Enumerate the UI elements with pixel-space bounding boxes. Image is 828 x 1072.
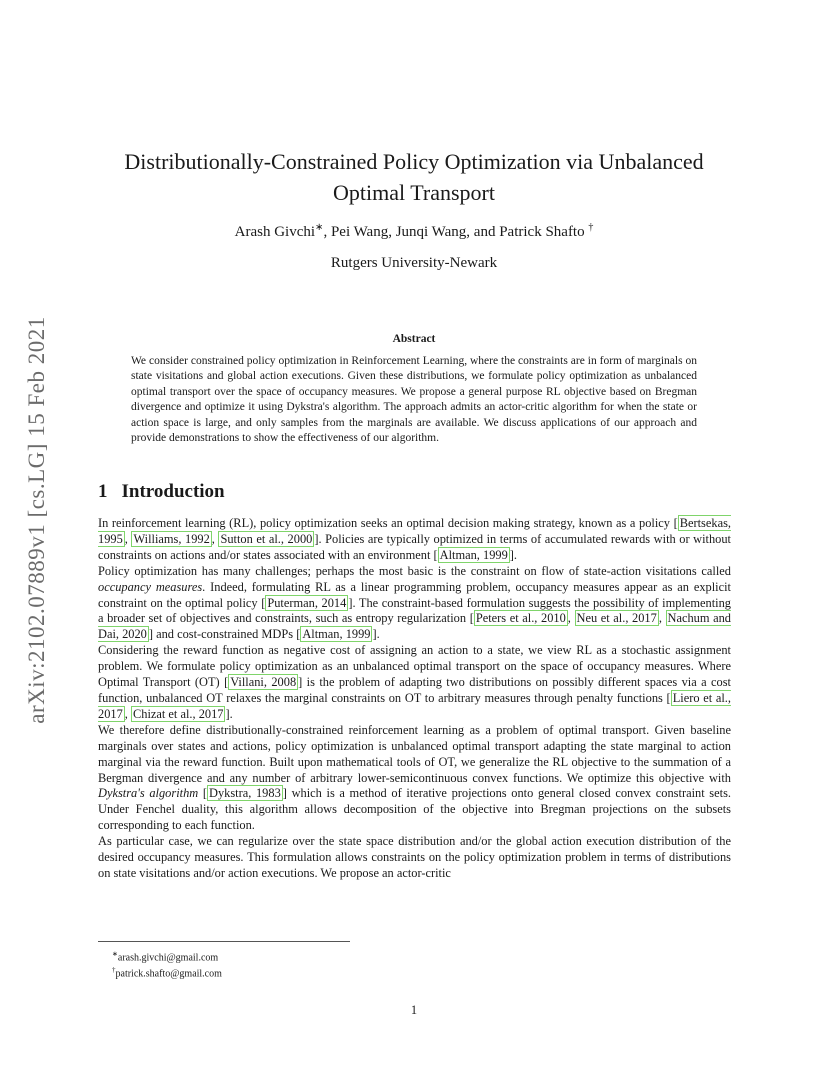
citation-link[interactable]: Nachum and Dai, 2020 xyxy=(98,611,732,642)
section-body xyxy=(98,516,731,882)
text-run: and cost-constrained MDPs xyxy=(153,627,297,642)
footnote-mark-1[interactable]: ∗ xyxy=(315,222,324,233)
section-number: 1 xyxy=(98,481,108,502)
section-title: Introduction xyxy=(121,481,225,502)
citation-link[interactable]: Dykstra, 1983 xyxy=(209,786,281,801)
footnote-2 xyxy=(112,964,222,980)
paragraph-5: As particular case, we can regularize over the state space distribution and/or the global action execution distribution of the desired occupancy measures. This formulation allows constraints on the policy optimization problem in terms of distributions on state visitations and/or action executions. We propose an actor-critic xyxy=(98,834,731,880)
paper-title xyxy=(90,146,738,208)
text-run: which is a method of iterative projections onto general closed convex constraint sets. Under Fenchel duality, this algorithm allows decomposition of the objective into Bregman projections on the subsets corresponding to each function. xyxy=(98,786,731,833)
page-number: 1 xyxy=(410,1003,418,1017)
text-run: Considering the reward function as negative cost of assigning an action to a state, we view RL as a stochastic assignment problem. We formulate policy optimization as an unbalanced optimal transport on the space of occupancy measures. Where Optimal Transport (OT) xyxy=(98,643,731,690)
affiliation: Rutgers University-Newark xyxy=(330,255,498,271)
footnotes xyxy=(112,948,222,981)
text-run: . The constraint-based formulation suggests the possibility of implementing a broader set of objectives and constraints, such as entropy regularization xyxy=(98,595,731,626)
emphasis-term: occupancy measures xyxy=(98,579,203,594)
citation-link[interactable]: Altman, 1999 xyxy=(302,627,371,642)
paragraph-3: Considering the reward function as negative cost of assigning an action to a state, we view RL as a stochastic assignment problem. We formulate policy optimization as an unbalanced optimal transport on the space of occupancy measures. Where Optimal Transport (OT) [ Villani, 2008 ] is the problem of adapting two distributions on possibly different spaces via a cost function, unbalanced OT relaxes the marginal constraints on OT to arbitrary measures through penalty functions [ Liero et al., 2017 , Chizat et al., 2017 ]. xyxy=(98,643,732,721)
citation-link[interactable]: Chizat et al., 2017 xyxy=(132,706,224,721)
abstract-text: We consider constrained policy optimization in Reinforcement Learning, where the constraints are in form of marginals on state visitations and global action executions. Given these distributions, we formulate policy optimization as unbalanced optimal transport over the space of occupancy measures. We propose a general purpose RL objective based on Bregman divergence and optimize it using Dykstra's algorithm. The approach admits an actor-critic algorithm for when the state or action space is large, and only samples from the marginals are available. We discuss applications of our approach and provide demonstrations to show the effectiveness of our algorithm. xyxy=(131,355,697,445)
footnote-email[interactable]: patrick.shafto@gmail.com xyxy=(115,968,222,980)
text-run: Policy optimization has many challenges; perhaps the most basic is the constraint on flow of state-action visitations called xyxy=(98,563,731,578)
arxiv-identifier: arXiv:2102.07889v1 [cs.LG] 15 Feb 2021 xyxy=(24,316,49,724)
citation-link[interactable]: Bertsekas, 1995 xyxy=(98,516,731,546)
title-line-1: Distributionally-Constrained Policy Optimization via Unbalanced xyxy=(124,149,704,174)
citation-link[interactable]: Liero et al., 2017 xyxy=(98,690,732,721)
author-list xyxy=(90,222,738,241)
footnote-marker: † xyxy=(112,966,116,975)
footnote-mark-2[interactable]: † xyxy=(588,222,594,233)
footnote-1 xyxy=(112,948,222,964)
citation-link[interactable]: Puterman, 2014 xyxy=(267,595,347,610)
citation-link[interactable]: Sutton et al., 2000 xyxy=(220,531,313,546)
emphasis-term: Dykstra's algorithm xyxy=(98,786,199,801)
footnote-divider xyxy=(98,941,350,942)
text-run: In reinforcement learning (RL), policy optimization seeks an optimal decision making strategy, known as a policy xyxy=(98,516,674,530)
section-heading xyxy=(98,481,225,503)
text-run: We therefore define distributionally-constrained reinforcement learning as a problem of optimal transport. Given baseline marginals over states and actions, policy optimization is unbalanced optimal transport adapting the state marginal to action marginal via the reward function. Built upon mathematical tools of OT, we generalize the RL objective to the summation of a Bergman divergence and any number of arbitrary lower-semicontinuous convex functions. We optimize this objective with xyxy=(98,722,731,785)
paragraph-1: In reinforcement learning (RL), policy optimization seeks an optimal decision making strategy, known as a policy [ Bertsekas, 1995 , Williams, 1992 , Sutton et al., 2000 ]. Policies are typically optimized in terms of accumulated rewards with or without constraints on actions and/or states associated with an environment [ Altman, 1999 ]. xyxy=(98,516,731,562)
citation-link[interactable]: Altman, 1999 xyxy=(439,547,508,562)
citation-link[interactable]: Neu et al., 2017 xyxy=(576,611,657,626)
footnote-email[interactable]: arash.givchi@gmail.com xyxy=(117,952,219,964)
text-run: . Indeed, formulating RL as a linear programming problem, occupancy measures appear as an explicit constraint on the optimal policy xyxy=(98,579,731,610)
abstract-heading: Abstract xyxy=(392,333,436,345)
footnote-marker: ∗ xyxy=(112,950,118,958)
title-line-2: Optimal Transport xyxy=(333,180,495,205)
paragraph-2: Policy optimization has many challenges; perhaps the most basic is the constraint on flow of state-action visitations called occupancy measures. Indeed, formulating RL as a linear programming problem, occupancy measures appear as an explicit constraint on the optimal policy [ Puterman, 2014 ]. The constraint-based formulation suggests the possibility of implementing a broader set of objectives and constraints, such as entropy regularization [ Peters et al., 2010 , Neu et al., 2017 , Nachum and Dai, 2020 ] and cost-constrained MDPs [ Altman, 1999 ]. xyxy=(98,563,732,642)
paragraph-4: We therefore define distributionally-constrained reinforcement learning as a problem of optimal transport. Given baseline marginals over states and actions, policy optimization is unbalanced optimal transport adapting the state marginal to action marginal via the reward function. Built upon mathematical tools of OT, we generalize the RL objective to the summation of a Bergman divergence and any number of arbitrary lower-semicontinuous convex functions. We optimize this objective with Dykstra's algorithm [ Dykstra, 1983 ] which is a method of iterative projections onto general closed convex constraint sets. Under Fenchel duality, this algorithm allows decomposition of the objective into Bregman projections on the subsets corresponding to each function. xyxy=(98,722,731,833)
citation-link[interactable]: Williams, 1992 xyxy=(133,531,210,546)
text-run: is the problem of adapting two distributions on possibly different spaces via a cost function, unbalanced OT relaxes the marginal constraints on OT to arbitrary measures through penalty functions xyxy=(98,675,731,705)
author-first: Arash Givchi xyxy=(234,224,316,240)
text-run: . Policies are typically optimized in terms of accumulated rewards with or without constraints on actions and/or states associated with an environment xyxy=(98,531,731,562)
citation-link[interactable]: Villani, 2008 xyxy=(230,675,297,690)
author-rest: , Pei Wang, Junqi Wang, and Patrick Shafto xyxy=(323,224,585,240)
citation-link[interactable]: Peters et al., 2010 xyxy=(475,611,566,626)
